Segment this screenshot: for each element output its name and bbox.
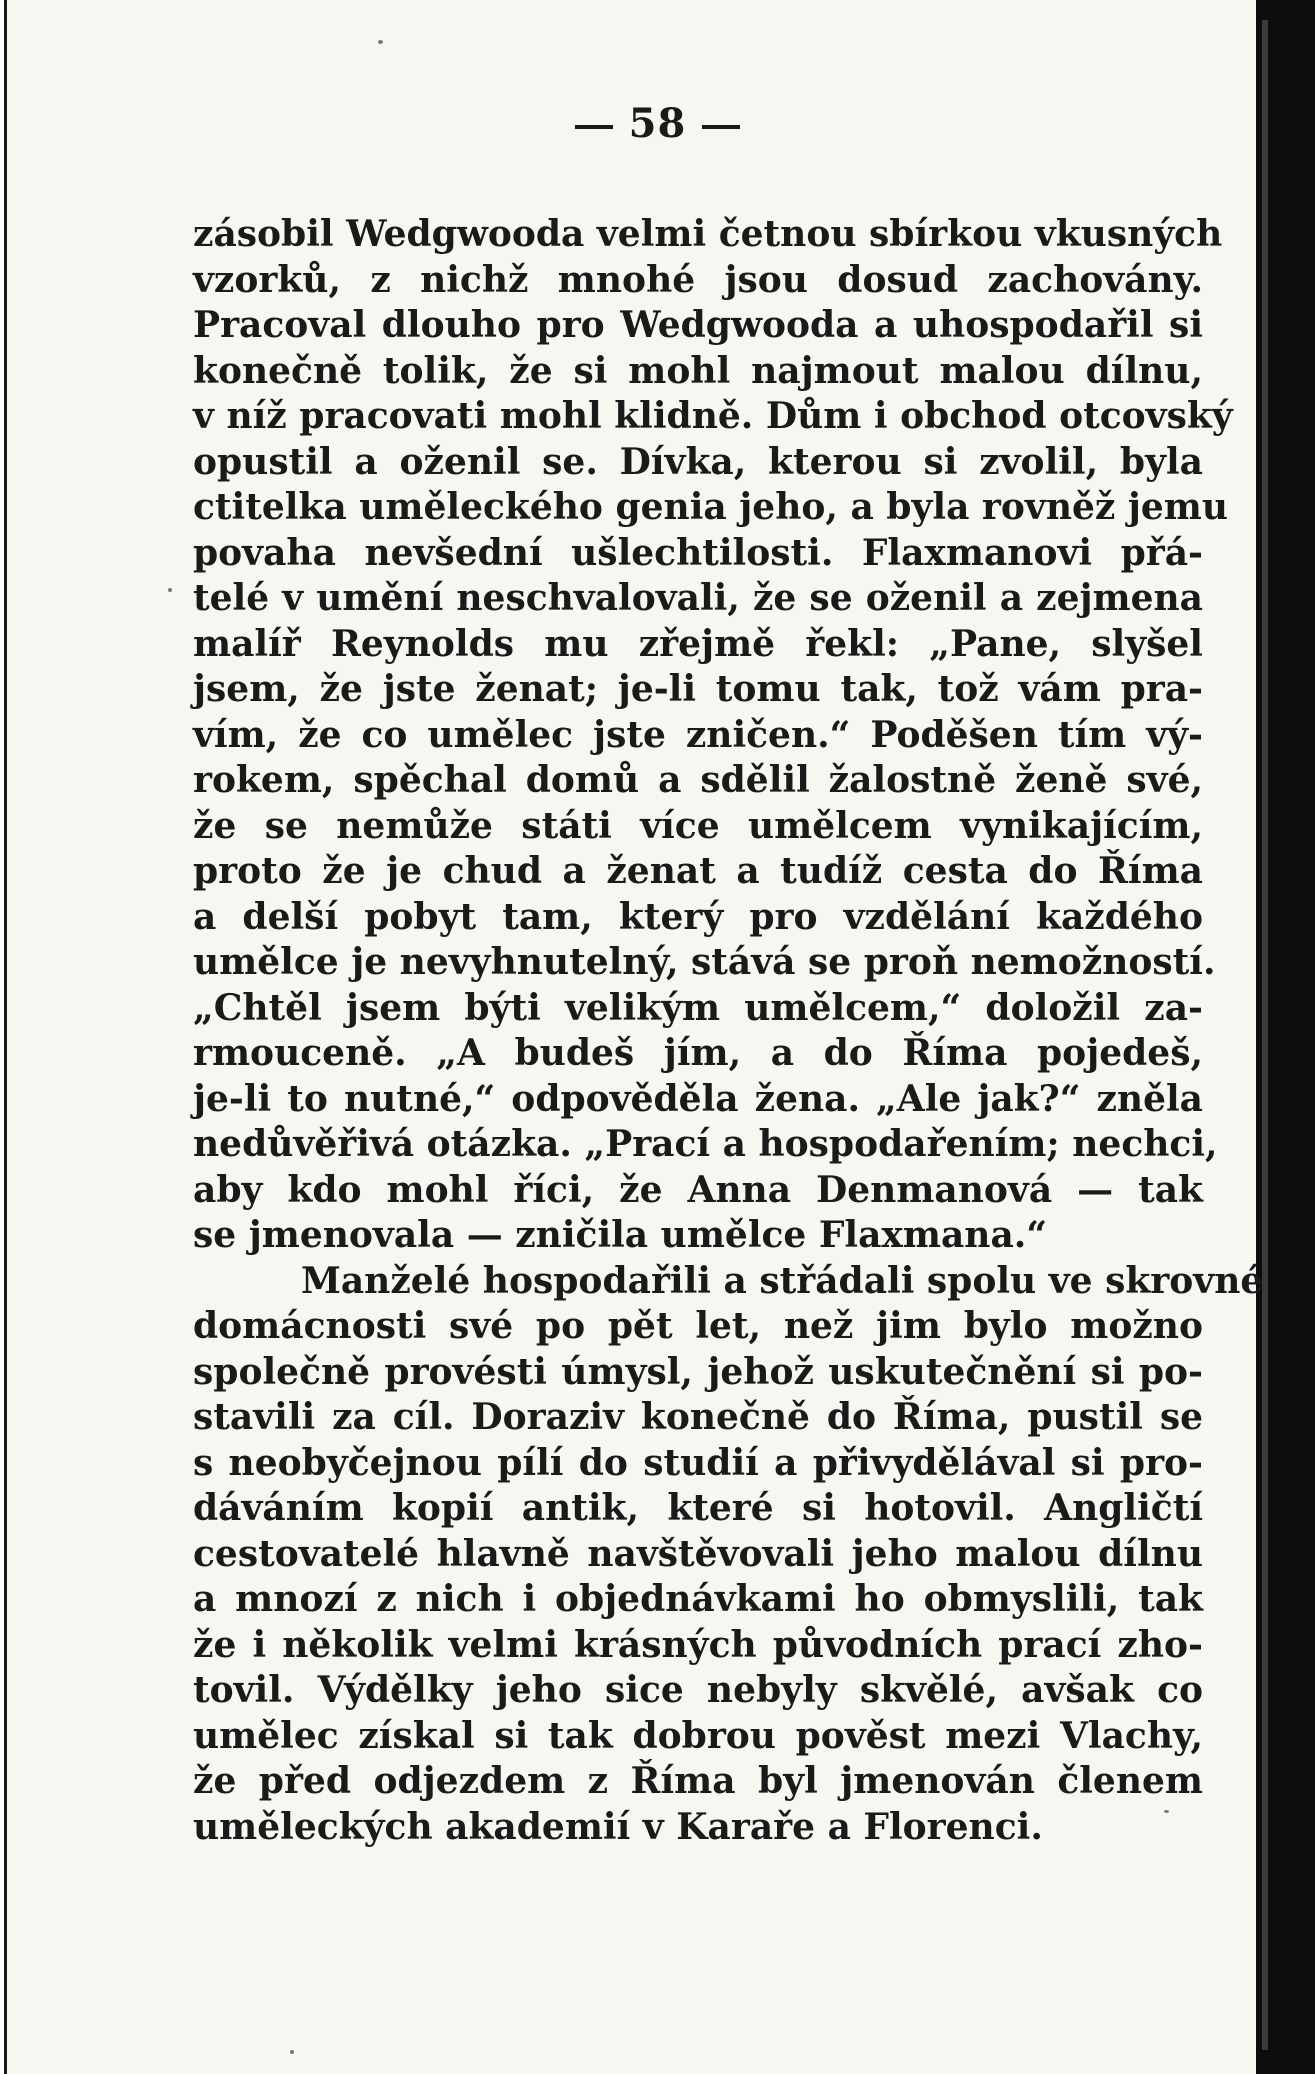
ink-speck <box>378 40 383 44</box>
text-line: opustil a oženil se. Dívka, kterou si zvolil, byla <box>193 440 1203 483</box>
text-line: zásobil Wedgwooda velmi četnou sbírkou vkusných <box>193 213 1223 255</box>
text-line: rokem, spěchal domů a sdělil žalostně ženě své, <box>193 759 1203 801</box>
text-line: že se nemůže státi více umělcem vynikajícím, <box>193 804 1203 847</box>
text-line: společně provésti úmysl, jehož uskutečnění si po- <box>193 1350 1203 1393</box>
text-line: a mnozí z nich i objednávkami ho obmyslili, tak <box>193 1578 1203 1620</box>
text-line: ctitelka uměleckého genia jeho, a byla rovněž jemu <box>193 486 1229 528</box>
text-line: že před odjezdem z Říma byl jmenován členem <box>193 1760 1203 1802</box>
text-line: povaha nevšední ušlechtilosti. Flaxmanovi přá- <box>193 531 1203 574</box>
text-line: že i několik velmi krásných původních prací zho- <box>193 1623 1203 1666</box>
text-line: s neobyčejnou pílí do studií a přivydělával si pro- <box>193 1441 1203 1484</box>
text-line: jsem, že jste ženat; je-li tomu tak, tož vám pra- <box>193 668 1203 710</box>
text-line: umělec získal si tak dobrou pověst mezi Vlachy, <box>193 1714 1203 1757</box>
text-line: a delší pobyt tam, který pro vzdělání každého <box>193 895 1203 938</box>
text-line: Manželé hospodařili a střádali spolu ve skrovné <box>301 1259 1264 1302</box>
ink-speck <box>168 588 172 592</box>
text-line: malíř Reynolds mu zřejmě řekl: „Pane, slyšel <box>193 622 1203 665</box>
text-line: umělce je nevyhnutelný, stává se proň nemožností. <box>193 941 1216 983</box>
text-line: je-li to nutné,“ odpověděla žena. „Ale jak?“ zněla <box>193 1077 1203 1120</box>
text-line: uměleckých akademií v Karaře a Florenci. <box>193 1805 1043 1848</box>
text-line: rmouceně. „A budeš jím, a do Říma pojedeš, <box>193 1032 1203 1074</box>
page-number-value: 58 <box>628 100 687 147</box>
text-line: nedůvěřivá otázka. „Prací a hospodařením; nechci, <box>193 1123 1218 1165</box>
text-line: „Chtěl jsem býti velikým umělcem,“ doložil za- <box>193 986 1203 1029</box>
text-line: proto že je chud a ženat a tudíž cesta do Říma <box>193 850 1203 892</box>
page-edge-line <box>1262 20 1268 2050</box>
page-number <box>0 100 1315 147</box>
text-line: vzorků, z nichž mnohé jsou dosud zachovány. <box>193 258 1203 301</box>
text-line: aby kdo mohl říci, že Anna Denmanová — tak <box>193 1168 1203 1211</box>
text-line: se jmenovala — zničila umělce Flaxmana.“ <box>193 1214 1048 1256</box>
text-line: dáváním kopií antik, které si hotovil. Angličtí <box>193 1487 1203 1529</box>
text-line: telé v umění neschvalovali, že se oženil a zejmena <box>193 577 1203 619</box>
ink-speck <box>290 2050 294 2054</box>
text-line: vím, že co umělec jste zničen.“ Poděšen tím vý- <box>193 713 1203 756</box>
text-line: stavili za cíl. Doraziv konečně do Říma, pustil se <box>193 1396 1203 1438</box>
text-line: domácnosti své po pět let, než jim bylo možno <box>193 1305 1203 1347</box>
page-number-dash-left <box>575 125 613 129</box>
text-line: konečně tolik, že si mohl najmout malou dílnu, <box>193 349 1203 392</box>
body-text <box>193 212 1264 1850</box>
text-line: v níž pracovati mohl klidně. Dům i obchod otcovský <box>193 395 1233 437</box>
page-number-dash-right <box>702 125 740 129</box>
text-line: Pracoval dlouho pro Wedgwooda a uhospodařil si <box>193 304 1203 346</box>
text-line: tovil. Výdělky jeho sice nebyly skvělé, avšak co <box>193 1669 1203 1711</box>
text-line: cestovatelé hlavně navštěvovali jeho malou dílnu <box>193 1532 1203 1575</box>
